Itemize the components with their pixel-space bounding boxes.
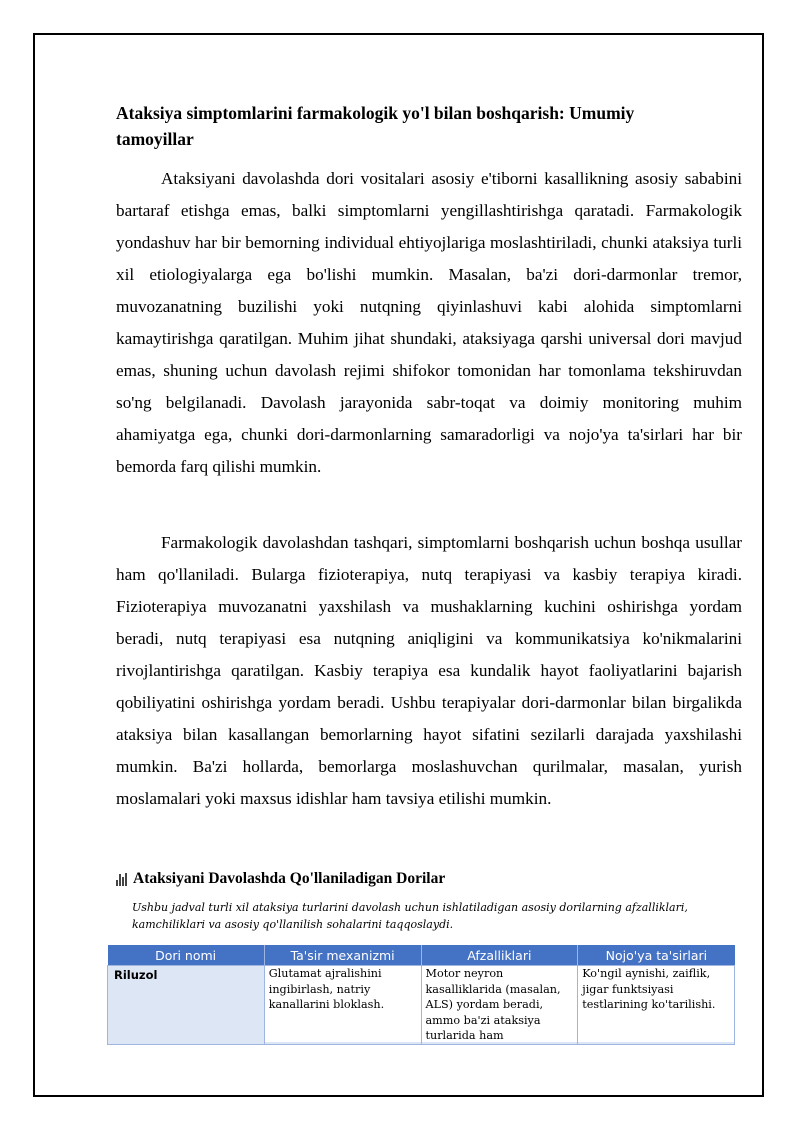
cell-advantages — [421, 966, 578, 1045]
cell-side-effects-text: Ko'ngil aynishi, zaiflik, jigar funktsiyasi testlarining ko'tarilishi. — [582, 967, 716, 1011]
table-header-row — [108, 945, 735, 966]
cell-drug-name: Riluzol — [108, 966, 265, 1045]
table-row — [108, 966, 735, 1045]
cell-side-effects — [578, 966, 735, 1045]
table-caption: Ushbu jadval turli xil ataksiya turlarini davolash uchun ishlatiladigan asosiy dorilarning afzalliklari, kamchiliklari va asosiy qo'llanilish sohalarini taqqoslaydi. — [132, 901, 688, 931]
cell-mechanism-text: Glutamat ajralishini ingibirlash, natriy kanallarini bloklash. — [268, 967, 385, 1011]
header-side-effects: Nojo'ya ta'sirlari — [578, 945, 735, 966]
cell-mechanism — [264, 966, 421, 1045]
header-mechanism: Ta'sir mexanizmi — [264, 945, 421, 966]
paragraph-1: Ataksiyani davolashda dori vositalari asosiy e'tiborni kasallikning asosiy sababini bartaraf etishga emas, balki simptomlarni yengillashtirishga qaratadi. Farmakologik yondashuv har bir bemorning individual ehtiyojlariga moslashtiriladi, chunki ataksiya turli xil etiologiyalarga ega bo'lishi mumkin. Masalan, ba'zi dori-darmonlar tremor, muvozanatning buzilishi yoki nutqning qiyinlashuvi kabi alohida simptomlarni kamaytirishga qaratilgan. Muhim jihat shundaki, ataksiyaga qarshi universal dori mavjud emas, shuning uchun davolash rejimi shifokor tomonidan har tomonlama tekshiruvdan so'ng belgilanadi. Davolash jarayonida sabr-toqat va doimiy monitoring muhim ahamiyatga ega, chunki dori-darmonlarning samaradorligi va nojo'ya ta'sirlari har bir bemorda farq qilishi mumkin. — [116, 169, 742, 476]
header-drug-name: Dori nomi — [108, 945, 265, 966]
cell-advantages-text: Motor neyron kasalliklarida (masalan, ALS) yordam beradi, ammo ba'zi ataksiya turlarida ham — [425, 967, 561, 1042]
drug-table — [107, 945, 735, 1045]
document-title: Ataksiya simptomlarini farmakologik yo'l bilan boshqarish: Umumiy tamoyillar — [116, 103, 635, 149]
header-advantages: Afzalliklari — [421, 945, 578, 966]
paragraph-2: Farmakologik davolashdan tashqari, simptomlarni boshqarish uchun boshqa usullar ham qo'llaniladi. Bularga fizioterapiya, nutq terapiyasi va kasbiy terapiya kiradi. Fizioterapiya muvozanatni yaxshilash va mushaklarning kuchini oshirishga yordam beradi, nutq terapiyasi esa nutqning aniqligini va kommunikatsiya ko'nikmalarini rivojlantirishga qaratilgan. Kasbiy terapiya esa kundalik hayot faoliyatlarini bajarish qobiliyatini oshirishga yordam beradi. Ushbu terapiyalar dori-darmonlar bilan birgalikda ataksiya bilan kasallangan bemorlarning hayot sifatini sezilarli darajada yaxshilashi mumkin. Ba'zi hollarda, bemorlarga moslashuvchan qurilmalar, masalan, yurish moslamalari yoki maxsus idishlar ham tavsiya etilishi mumkin. — [116, 533, 742, 808]
table-title: Ataksiyani Davolashda Qo'llaniladigan Dorilar — [133, 870, 446, 887]
bar-chart-icon — [116, 873, 127, 886]
table-heading — [116, 870, 445, 888]
